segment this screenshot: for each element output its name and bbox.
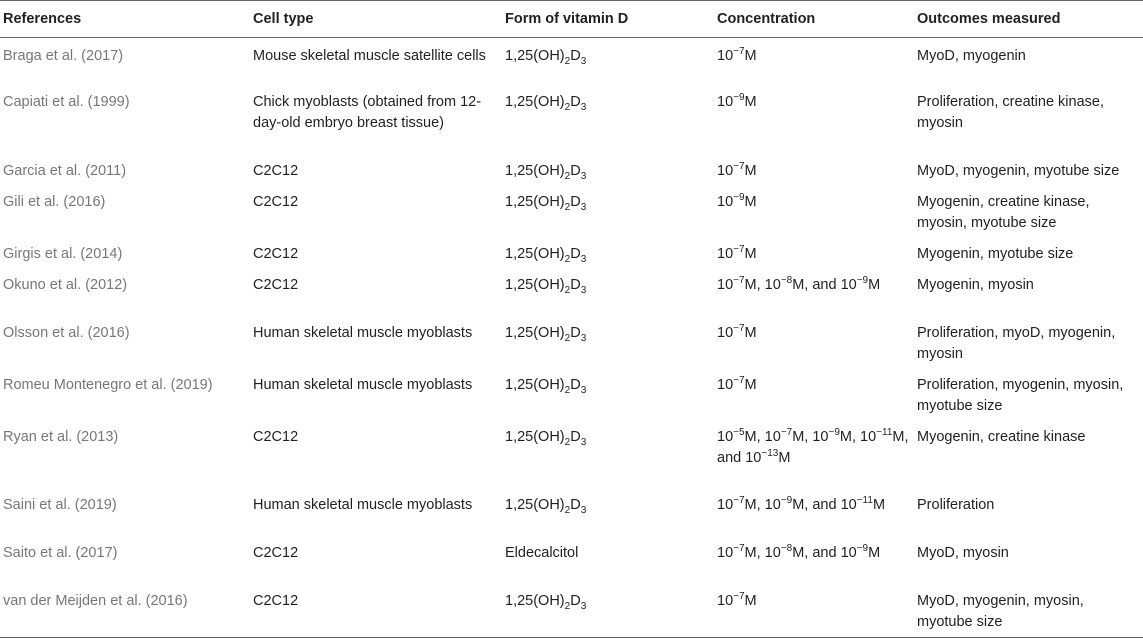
cell-cell-type: C2C12: [253, 428, 299, 445]
table-row: [0, 489, 1143, 537]
cell-concentration: $10^{-9}M$: [717, 191, 757, 210]
header-outcomes-measured: Outcomes measured: [917, 11, 1061, 27]
cell-reference: Olsson et al. (2016): [3, 324, 130, 341]
cell-cell-type: Mouse skeletal muscle satellite cells: [253, 48, 486, 64]
cell-vitamin-d-form: $1,25(OH)_2D_3$: [505, 276, 587, 296]
cell-reference: Capiati et al. (1999): [3, 93, 130, 110]
cell-outcomes: MyoD, myogenin: [917, 48, 1026, 64]
cell-cell-type: C2C12: [253, 276, 299, 293]
table-row: [0, 238, 1143, 269]
cell-concentration: $10^{-7}M$, $10^{-8}M$, and $10^{-9}M$: [717, 542, 881, 561]
cell-vitamin-d-form: $1,25(OH)_2D_3$: [505, 324, 587, 344]
cell-concentration: $10^{-7}M$: [717, 374, 757, 393]
cell-vitamin-d-form: $1,25(OH)_2D_3$: [505, 162, 587, 182]
cell-vitamin-d-form: $1,25(OH)_2D_3$: [505, 428, 587, 448]
cell-vitamin-d-form: $1,25(OH)_2D_3$: [505, 592, 587, 612]
cell-vitamin-d-form: $1,25(OH)_2D_3$: [505, 376, 587, 396]
cell-outcomes: Myogenin, myotube size: [917, 245, 1074, 262]
cell-outcomes: Myogenin, creatine kinase, myosin, myotube size: [917, 193, 1090, 231]
cell-outcomes: Proliferation, myoD, myogenin, myosin: [917, 324, 1116, 362]
cell-outcomes: Myogenin, myosin: [917, 276, 1034, 293]
cell-reference: Garcia et al. (2011): [3, 162, 127, 179]
cell-reference: Saito et al. (2017): [3, 544, 118, 561]
cell-cell-type: C2C12: [253, 544, 299, 561]
cell-vitamin-d-form: $1,25(OH)_2D_3$: [505, 245, 587, 265]
table-row: [0, 421, 1143, 489]
table-row: [0, 269, 1143, 317]
cell-concentration: $10^{-7}M$, $10^{-9}M$, and $10^{-11}M$: [717, 494, 886, 513]
table-row: [0, 317, 1143, 369]
cell-outcomes: Proliferation: [917, 496, 995, 513]
cell-reference: Romeu Montenegro et al. (2019): [3, 376, 213, 393]
cell-cell-type: C2C12: [253, 245, 299, 262]
cell-concentration: $10^{-7}M$: [717, 46, 757, 64]
cell-cell-type: Human skeletal muscle myoblasts: [253, 324, 473, 341]
header-references: References: [3, 11, 82, 27]
table-row: [0, 38, 1143, 86]
table-row: [0, 186, 1143, 238]
table-row: [0, 585, 1143, 638]
cell-concentration: $10^{-7}M$: [717, 243, 757, 262]
cell-concentration: $10^{-7}M$: [717, 590, 757, 609]
cell-outcomes: Proliferation, creatine kinase, myosin: [917, 93, 1104, 131]
header-cell-type: Cell type: [253, 11, 314, 27]
cell-reference: Ryan et al. (2013): [3, 428, 119, 445]
cell-outcomes: MyoD, myogenin, myosin, myotube size: [917, 592, 1084, 630]
cell-vitamin-d-form: $1,25(OH)_2D_3$: [505, 48, 587, 67]
cell-cell-type: C2C12: [253, 193, 299, 210]
cell-outcomes: Proliferation, myogenin, myosin, myotube size: [917, 376, 1124, 414]
cell-reference: van der Meijden et al. (2016): [3, 592, 188, 609]
table-row: [0, 86, 1143, 155]
header-concentration: Concentration: [717, 11, 816, 27]
cell-vitamin-d-form: $1,25(OH)_2D_3$: [505, 93, 587, 113]
header-form-of-vitamin-d: Form of vitamin D: [505, 11, 629, 27]
cell-concentration: $10^{-7}M$: [717, 160, 757, 179]
cell-vitamin-d-form: Eldecalcitol: [505, 544, 579, 561]
cell-cell-type: C2C12: [253, 162, 299, 179]
cell-reference: Braga et al. (2017): [3, 48, 124, 64]
cell-vitamin-d-form: $1,25(OH)_2D_3$: [505, 193, 587, 213]
cell-concentration: $10^{-9}M$: [717, 91, 757, 110]
table-row: [0, 155, 1143, 186]
table-header-row: [0, 1, 1143, 38]
cell-reference: Okuno et al. (2012): [3, 276, 128, 293]
cell-outcomes: Myogenin, creatine kinase: [917, 428, 1086, 445]
cell-outcomes: MyoD, myogenin, myotube size: [917, 162, 1120, 179]
cell-cell-type: C2C12: [253, 592, 299, 609]
table-row: [0, 537, 1143, 585]
cell-reference: Saini et al. (2019): [3, 496, 117, 513]
cell-concentration: $10^{-5}M$, $10^{-7}M$, $10^{-9}M$, $10^{-11}M$, and $10^{-13}M$: [717, 426, 909, 466]
cell-cell-type: Human skeletal muscle myoblasts: [253, 376, 473, 393]
cell-vitamin-d-form: $1,25(OH)_2D_3$: [505, 496, 587, 516]
cell-reference: Gili et al. (2016): [3, 193, 106, 210]
cell-cell-type: Human skeletal muscle myoblasts: [253, 496, 473, 513]
cell-reference: Girgis et al. (2014): [3, 245, 123, 262]
cell-outcomes: MyoD, myosin: [917, 544, 1009, 561]
cell-cell-type: Chick myoblasts (obtained from 12-day-old embryo breast tissue): [253, 93, 482, 131]
cell-concentration: $10^{-7}M$, $10^{-8}M$, and $10^{-9}M$: [717, 274, 881, 293]
cell-concentration: $10^{-7}M$: [717, 322, 757, 341]
table-row: [0, 369, 1143, 421]
